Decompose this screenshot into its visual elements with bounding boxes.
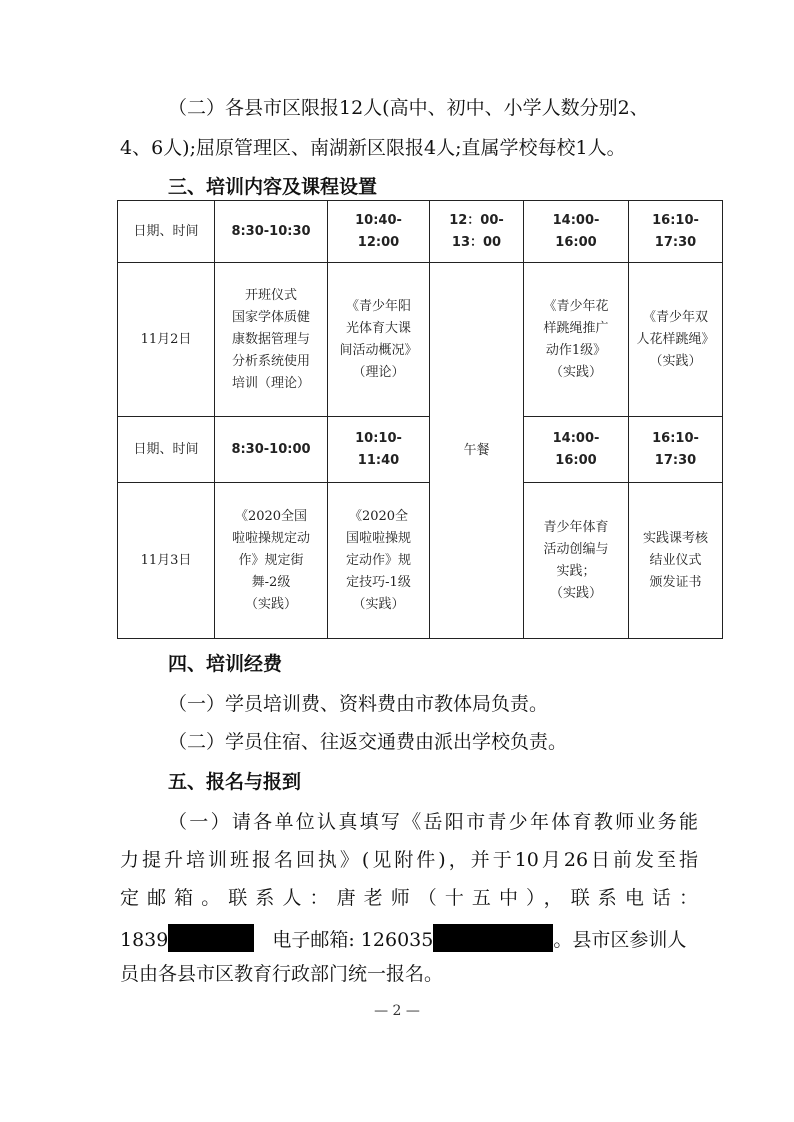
session-cell: 实践课考核 结业仪式 颁发证书: [629, 483, 723, 639]
phone-prefix: 1839: [120, 929, 169, 951]
time-slot-5: 16:10- 17:30: [629, 201, 723, 263]
time-slot-1: 8:30-10:00: [215, 417, 328, 483]
date-cell: 11月3日: [118, 483, 215, 639]
time-slot-5: 16:10- 17:30: [629, 417, 723, 483]
time-slot-1: 8:30-10:30: [215, 201, 328, 263]
section-5-line-5: 员由各县市区教育行政部门统一报名。: [120, 963, 444, 985]
table-row-day-1: [118, 263, 723, 417]
intro-line-1: （二）各县市区限报12人(高中、初中、小学人数分别2、: [168, 97, 649, 119]
table-row-day-2: [118, 483, 723, 639]
header-label: 日期、时间: [118, 417, 215, 483]
session-cell: 开班仪式 国家学体质健 康数据管理与 分析系统使用 培训（理论）: [215, 263, 328, 417]
session-cell: 《2020全 国啦啦操规 定动作》规 定技巧-1级 （实践）: [328, 483, 430, 639]
table-header-row-2: [118, 417, 723, 483]
section-4-paragraph-1: （一）学员培训费、资料费由市教体局负责。: [168, 693, 549, 715]
section-5-line-3: 定邮箱。联系人：唐老师（十五中），联系电话：: [120, 887, 698, 909]
section-5-heading: 五、报名与报到: [168, 771, 302, 793]
time-slot-2: 10:10- 11:40: [328, 417, 430, 483]
section-5-line-4: [120, 924, 686, 952]
date-cell: 11月2日: [118, 263, 215, 417]
section-5-line-1: （一）请各单位认真填写《岳阳市青少年体育教师业务能: [168, 811, 698, 833]
section-5-line-4-tail: 。县市区参训人: [553, 929, 687, 951]
schedule-table: [117, 200, 723, 639]
redacted-email-block: [433, 924, 553, 952]
time-slot-2: 10:40- 12:00: [328, 201, 430, 263]
time-slot-4: 14:00- 16:00: [524, 417, 629, 483]
page-number: — 2 —: [374, 1003, 420, 1019]
intro-line-2: 4、6人);屈原管理区、南湖新区限报4人;直属学校每校1人。: [120, 137, 626, 159]
section-4-paragraph-2: （二）学员住宿、往返交通费由派出学校负责。: [168, 731, 568, 753]
header-label: 日期、时间: [118, 201, 215, 263]
session-cell: 青少年体育 活动创编与 实践； （实践）: [524, 483, 629, 639]
section-3-heading: 三、培训内容及课程设置: [168, 176, 378, 198]
section-5-line-2: 力提升培训班报名回执》(见附件)，并于10月26日前发至指: [120, 849, 698, 871]
time-slot-lunch: 12：00- 13：00: [430, 201, 524, 263]
redacted-phone-block: [168, 924, 254, 952]
session-cell: 《青少年花 样跳绳推广 动作1级》 （实践）: [524, 263, 629, 417]
session-cell: 《青少年双 人花样跳绳》 （实践）: [629, 263, 723, 417]
session-cell: 《青少年阳 光体育大课 间活动概况》 （理论）: [328, 263, 430, 417]
session-cell: 《2020全国 啦啦操规定动 作》规定街 舞-2级 （实践）: [215, 483, 328, 639]
table-header-row-1: [118, 201, 723, 263]
lunch-cell: 午餐: [430, 263, 524, 639]
time-slot-4: 14:00- 16:00: [524, 201, 629, 263]
email-label: 电子邮箱: 126035: [272, 929, 434, 951]
section-4-heading: 四、培训经费: [168, 653, 283, 675]
